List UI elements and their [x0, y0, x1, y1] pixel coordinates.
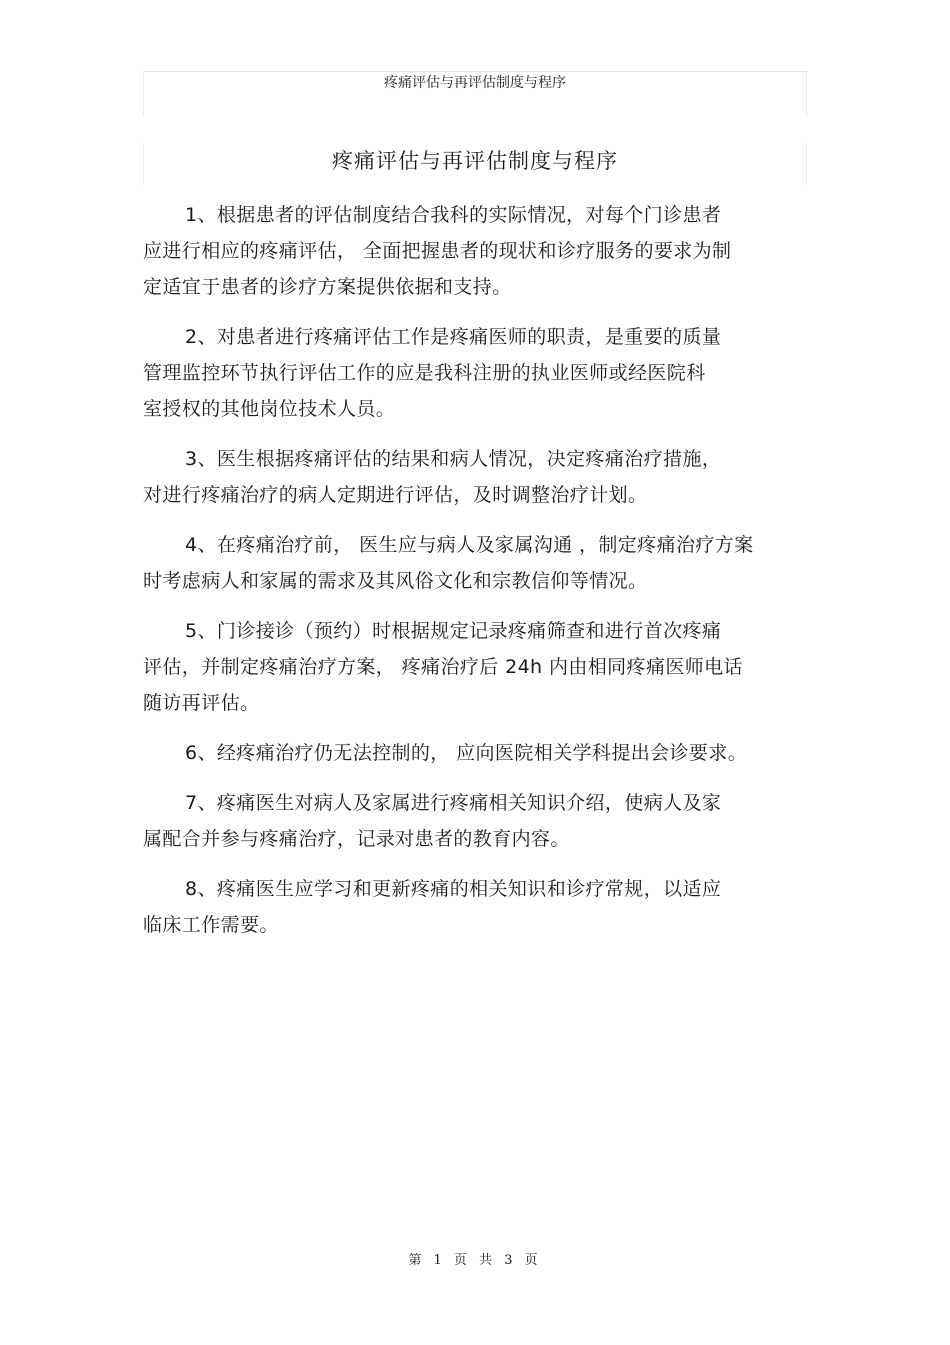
paragraph-line: 7、疼痛医生对病人及家属进行疼痛相关知识介绍，使病人及家 [185, 792, 722, 814]
paragraph-line: 定适宜于患者的诊疗方案提供依据和支持。 [143, 276, 512, 298]
paragraph-line: 3、医生根据疼痛评估的结果和病人情况，决定疼痛治疗措施， [185, 448, 722, 470]
paragraph-line: 6、经疼痛治疗仍无法控制的， 应向医院相关学科提出会诊要求。 [185, 742, 748, 764]
paragraph-line: 2、对患者进行疼痛评估工作是疼痛医师的职责，是重要的质量 [185, 326, 722, 348]
running-header [143, 71, 807, 117]
paragraph-line: 室授权的其他岗位技术人员。 [143, 398, 396, 420]
paragraph-6 [143, 735, 807, 771]
paragraph-line: 1、根据患者的评估制度结合我科的实际情况，对每个门诊患者 [185, 204, 722, 226]
paragraph-line: 4、在疼痛治疗前， 医生应与病人及家属沟通 ，制定疼痛治疗方案 [185, 534, 754, 556]
title-box [143, 143, 807, 185]
paragraph-line: 评估，并制定疼痛治疗方案， 疼痛治疗后 24h 内由相同疼痛医师电话 [143, 656, 743, 678]
paragraph-line: 应进行相应的疼痛评估， 全面把握患者的现状和诊疗服务的要求为制 [143, 240, 732, 262]
document-body [143, 197, 807, 957]
paragraph-line: 管理监控环节执行评估工作的应是我科注册的执业医师或经医院科 [143, 362, 706, 384]
paragraph-7 [143, 785, 807, 857]
paragraph-8 [143, 871, 807, 943]
paragraph-line: 临床工作需要。 [143, 914, 279, 936]
paragraph-line: 5、门诊接诊（预约）时根据规定记录疼痛筛查和进行首次疼痛 [185, 620, 722, 642]
paragraph-1 [143, 197, 807, 305]
paragraph-line: 属配合并参与疼痛治疗，记录对患者的教育内容。 [143, 828, 570, 850]
paragraph-line: 对进行疼痛治疗的病人定期进行评估，及时调整治疗计划。 [143, 484, 648, 506]
page-number: 第 1 页 共 3 页 [408, 1253, 542, 1268]
running-header-title: 疼痛评估与再评估制度与程序 [384, 75, 566, 91]
document-title: 疼痛评估与再评估制度与程序 [332, 149, 618, 173]
paragraph-5 [143, 613, 807, 721]
paragraph-line: 8、疼痛医生应学习和更新疼痛的相关知识和诊疗常规，以适应 [185, 878, 722, 900]
paragraph-2 [143, 319, 807, 427]
paragraph-line: 时考虑病人和家属的需求及其风俗文化和宗教信仰等情况。 [143, 570, 648, 592]
paragraph-line: 随访再评估。 [143, 692, 260, 714]
paragraph-4 [143, 527, 807, 599]
paragraph-3 [143, 441, 807, 513]
